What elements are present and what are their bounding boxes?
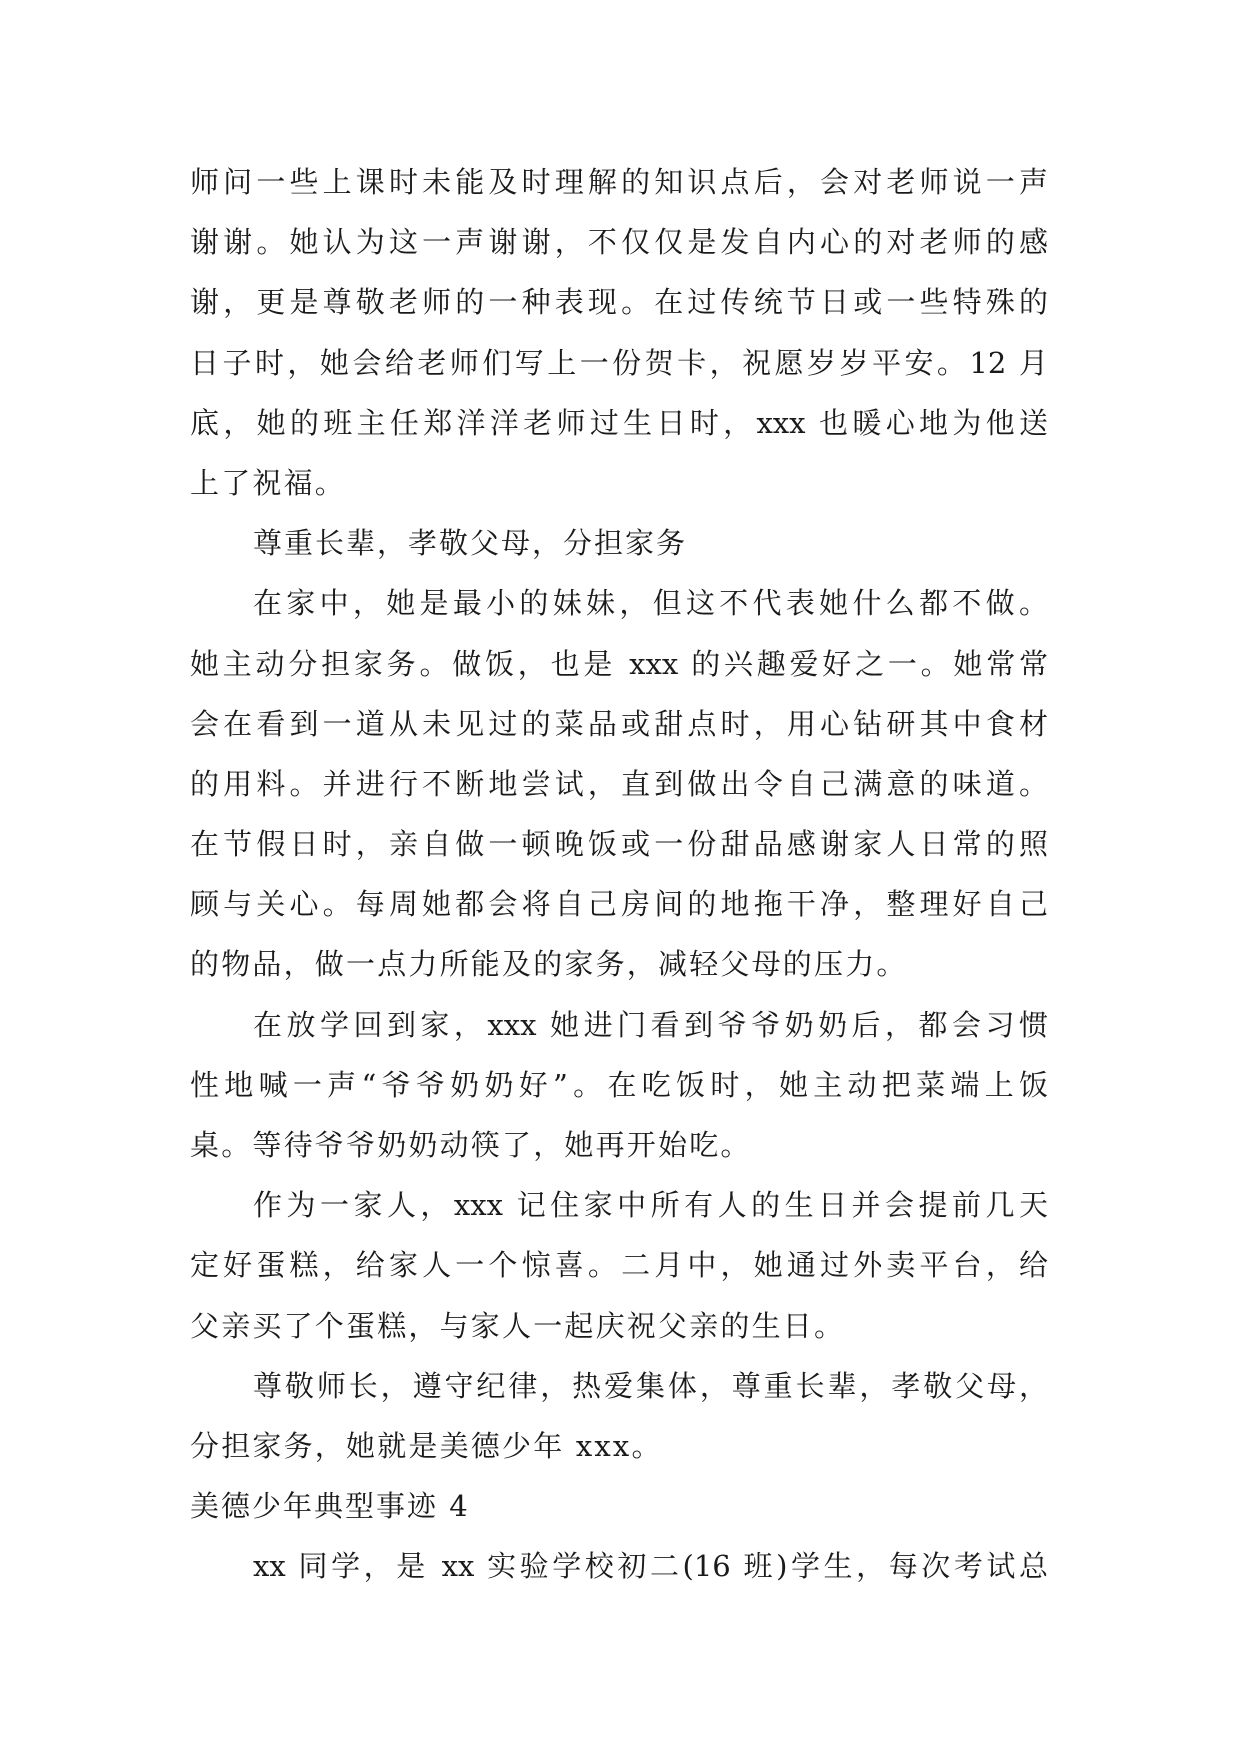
paragraph-line: 的用料。并进行不断地尝试，直到做出令自己满意的味道。 xyxy=(190,766,1048,801)
section-subheading: 尊重长辈，孝敬父母，分担家务 xyxy=(253,526,688,561)
paragraph-line: 她主动分担家务。做饭，也是 xxx 的兴趣爱好之一。她常常 xyxy=(190,646,1048,681)
paragraph-line: 底，她的班主任郑洋洋老师过生日时，xxx 也暖心地为他送 xyxy=(190,405,1048,440)
paragraph-line: xx 同学，是 xx 实验学校初二(16 班)学生，每次考试总 xyxy=(253,1549,1048,1584)
document-body xyxy=(190,152,1048,1597)
paragraph-line: 在节假日时，亲自做一顿晚饭或一份甜品感谢家人日常的照 xyxy=(190,827,1048,862)
paragraph-line: 桌。等待爷爷奶奶动筷了，她再开始吃。 xyxy=(190,1128,752,1162)
paragraph-line: 分担家务，她就是美德少年 xxx。 xyxy=(190,1428,663,1463)
paragraph-line: 在家中，她是最小的妹妹，但这不代表她什么都不做。 xyxy=(253,586,1048,621)
paragraph-line: 定好蛋糕，给家人一个惊喜。二月中，她通过外卖平台，给 xyxy=(190,1248,1048,1283)
paragraph-line: 的物品，做一点力所能及的家务，减轻父母的压力。 xyxy=(190,947,908,982)
paragraph-line: 尊敬师长，遵守纪律，热爱集体，尊重长辈，孝敬父母， xyxy=(253,1368,1048,1403)
paragraph-line: 师问一些上课时未能及时理解的知识点后，会对老师说一声 xyxy=(190,165,1048,199)
paragraph-line: 作为一家人，xxx 记住家中所有人的生日并会提前几天 xyxy=(253,1188,1048,1223)
paragraph-line: 顾与关心。每周她都会将自己房间的地拖干净，整理好自己 xyxy=(190,887,1048,922)
paragraph-line: 父亲买了个蛋糕，与家人一起庆祝父亲的生日。 xyxy=(190,1308,846,1343)
paragraph-line: 性地喊一声“爷爷奶奶好”。在吃饭时，她主动把菜端上饭 xyxy=(190,1067,1048,1102)
section-title: 美德少年典型事迹 4 xyxy=(190,1489,470,1524)
paragraph-line: 日子时，她会给老师们写上一份贺卡，祝愿岁岁平安。12 月 xyxy=(190,345,1048,380)
paragraph-line: 谢，更是尊敬老师的一种表现。在过传统节日或一些特殊的 xyxy=(190,285,1048,320)
paragraph-line: 上了祝福。 xyxy=(190,465,347,500)
paragraph-line: 会在看到一道从未见过的菜品或甜点时，用心钻研其中食材 xyxy=(190,706,1048,741)
paragraph-line: 谢谢。她认为这一声谢谢，不仅仅是发自内心的对老师的感 xyxy=(190,225,1048,260)
paragraph-line: 在放学回到家，xxx 她进门看到爷爷奶奶后，都会习惯 xyxy=(253,1007,1048,1042)
